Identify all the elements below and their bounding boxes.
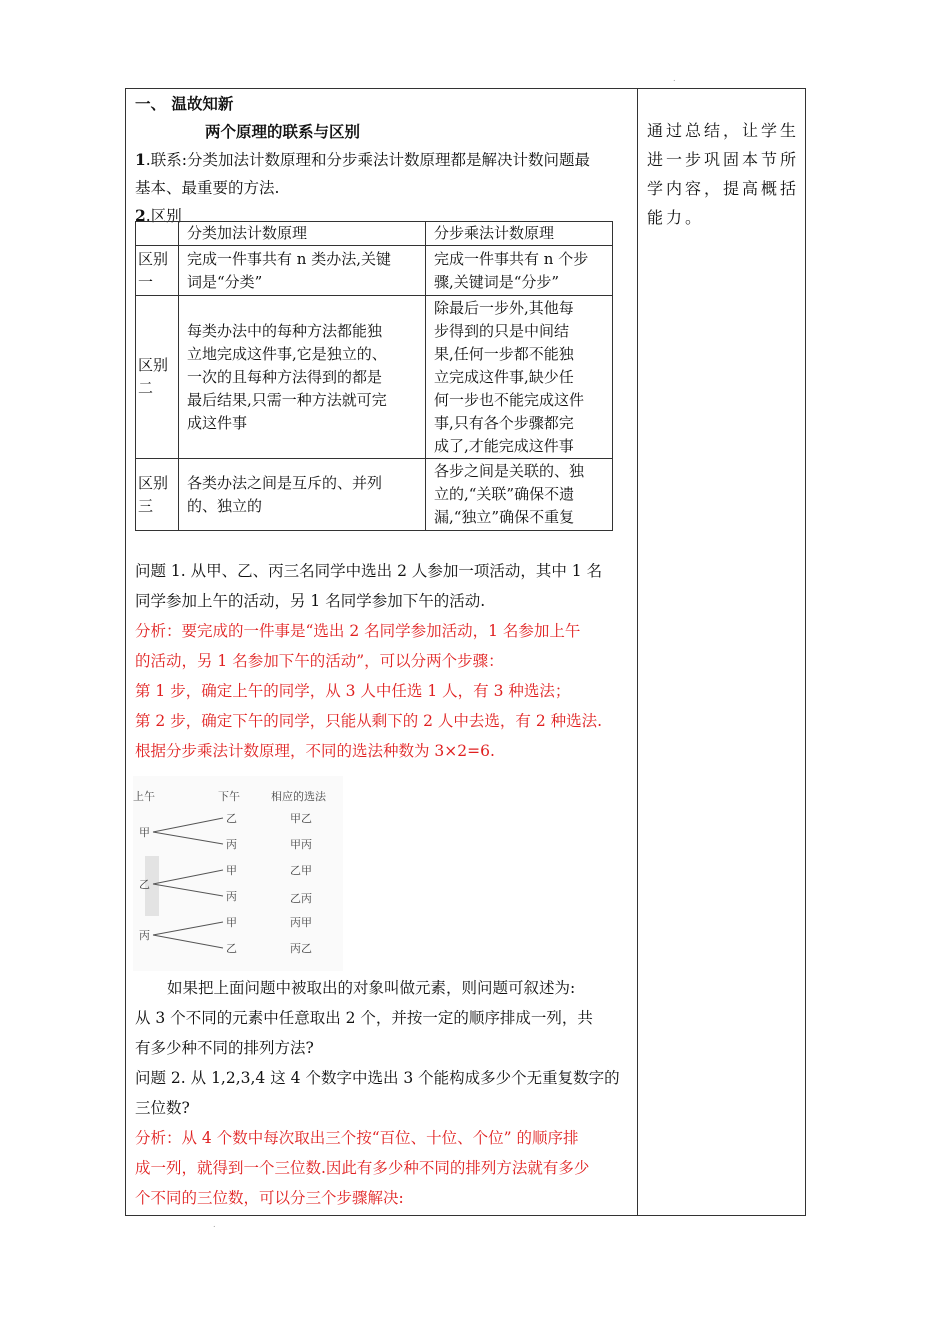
analysis-line: 个不同的三位数，可以分三个步骤解决: bbox=[135, 1189, 404, 1207]
table-header-row bbox=[136, 222, 613, 246]
root-node: 甲 bbox=[139, 826, 150, 839]
header-cell-addition: 分类加法计数原理 bbox=[179, 222, 426, 246]
row-label: 区别 二 bbox=[136, 296, 179, 459]
analysis-line: 根据分步乘法计数原理，不同的选法种数为 3×2=6. bbox=[135, 742, 495, 760]
point-2: 2.区别 bbox=[135, 206, 182, 225]
problem-1-line: 同学参加上午的活动，另 1 名同学参加下午的活动. bbox=[135, 592, 486, 610]
result-label: 乙丙 bbox=[290, 892, 312, 905]
stray-dot: . bbox=[673, 74, 676, 83]
table-row bbox=[136, 296, 613, 459]
leaf-node: 丙 bbox=[226, 838, 237, 851]
leaf-node: 甲 bbox=[226, 864, 237, 877]
col-afternoon: 下午 bbox=[218, 790, 240, 803]
col-result: 相应的选法 bbox=[271, 790, 326, 803]
addition-cell: 完成一件事共有 n 类办法,关键 词是“分类” bbox=[179, 246, 426, 296]
section-subtitle: 两个原理的联系与区别 bbox=[205, 122, 361, 141]
general-line: 从 3 个不同的元素中任意取出 2 个，并按一定的顺序排成一列，共 bbox=[135, 1009, 593, 1027]
root-node: 丙 bbox=[139, 929, 150, 942]
multiplication-cell: 完成一件事共有 n 个步 骤,关键词是“分步” bbox=[426, 246, 613, 296]
leaf-node: 乙 bbox=[226, 812, 237, 825]
result-label: 甲乙 bbox=[290, 812, 312, 825]
problem-2-line: 三位数? bbox=[135, 1099, 190, 1117]
analysis-line: 的活动，另 1 名参加下午的活动”，可以分两个步骤： bbox=[135, 652, 504, 670]
row-label: 区别 一 bbox=[136, 246, 179, 296]
analysis-line: 分析：从 4 个数中每次取出三个按“百位、十位、个位” 的顺序排 bbox=[135, 1129, 579, 1147]
result-label: 甲丙 bbox=[290, 838, 312, 851]
result-label: 丙甲 bbox=[290, 916, 312, 929]
header-cell-multiplication: 分步乘法计数原理 bbox=[426, 222, 613, 246]
addition-cell: 各类办法之间是互斥的、并列 的、独立的 bbox=[179, 459, 426, 531]
point-1-line-2: 基本、最重要的方法. bbox=[135, 179, 280, 197]
section-heading: 一、 温故知新 bbox=[135, 94, 234, 113]
table-row bbox=[136, 459, 613, 531]
result-label: 乙甲 bbox=[290, 864, 312, 877]
general-statement bbox=[135, 973, 631, 1213]
result-label: 丙乙 bbox=[290, 942, 312, 955]
side-note: 通过总结，让学生进一步巩固本节所学内容，提高概括能力。 bbox=[647, 121, 800, 227]
analysis-line: 第 1 步，确定上午的同学，从 3 人中任选 1 人，有 3 种选法； bbox=[135, 682, 571, 700]
leaf-node: 乙 bbox=[226, 942, 237, 955]
problem-1 bbox=[135, 556, 631, 766]
comparison-table bbox=[135, 221, 613, 531]
col-morning: 上午 bbox=[133, 790, 155, 803]
analysis-line: 第 2 步，确定下午的同学，只能从剩下的 2 人中去选，有 2 种选法. bbox=[135, 712, 603, 730]
problem-1-line: 问题 1. 从甲、乙、丙三名同学中选出 2 人参加一项活动，其中 1 名 bbox=[135, 562, 603, 580]
analysis-line: 成一列，就得到一个三位数.因此有多少种不同的排列方法就有多少 bbox=[135, 1159, 590, 1177]
general-line: 如果把上面问题中被取出的对象叫做元素，则问题可叙述为: bbox=[167, 979, 576, 997]
general-line: 有多少种不同的排列方法? bbox=[135, 1039, 314, 1057]
stray-dot: . bbox=[213, 1220, 216, 1229]
table-row bbox=[136, 246, 613, 296]
root-node: 乙 bbox=[139, 878, 150, 891]
addition-cell: 每类办法中的每种方法都能独 立地完成这件事,它是独立的、 一次的且每种方法得到的都是 最后结果,只需一种方法就可完 成这件事 bbox=[179, 296, 426, 459]
header-cell-empty bbox=[136, 222, 179, 246]
point-1-line-1: 1.联系:分类加法计数原理和分步乘法计数原理都是解决计数问题最 bbox=[135, 150, 590, 169]
problem-2-line: 问题 2. 从 1,2,3,4 这 4 个数字中选出 3 个能构成多少个无重复数字的 bbox=[135, 1069, 620, 1087]
leaf-node: 丙 bbox=[226, 890, 237, 903]
multiplication-cell: 除最后一步外,其他每 步得到的只是中间结 果,任何一步都不能独 立完成这件事,缺少任 何一步也不能完成这件 事,只有各个步骤都完 成了,才能完成这件事 bbox=[426, 296, 613, 459]
row-label: 区别 三 bbox=[136, 459, 179, 531]
multiplication-cell: 各步之间是关联的、独 立的,“关联”确保不遗 漏,“独立”确保不重复 bbox=[426, 459, 613, 531]
analysis-line: 分析：要完成的一件事是“选出 2 名同学参加活动，1 名参加上午 bbox=[135, 622, 581, 640]
tree-diagram bbox=[133, 776, 343, 971]
column-divider bbox=[637, 88, 638, 1216]
main-column bbox=[135, 88, 631, 230]
leaf-node: 甲 bbox=[226, 916, 237, 929]
